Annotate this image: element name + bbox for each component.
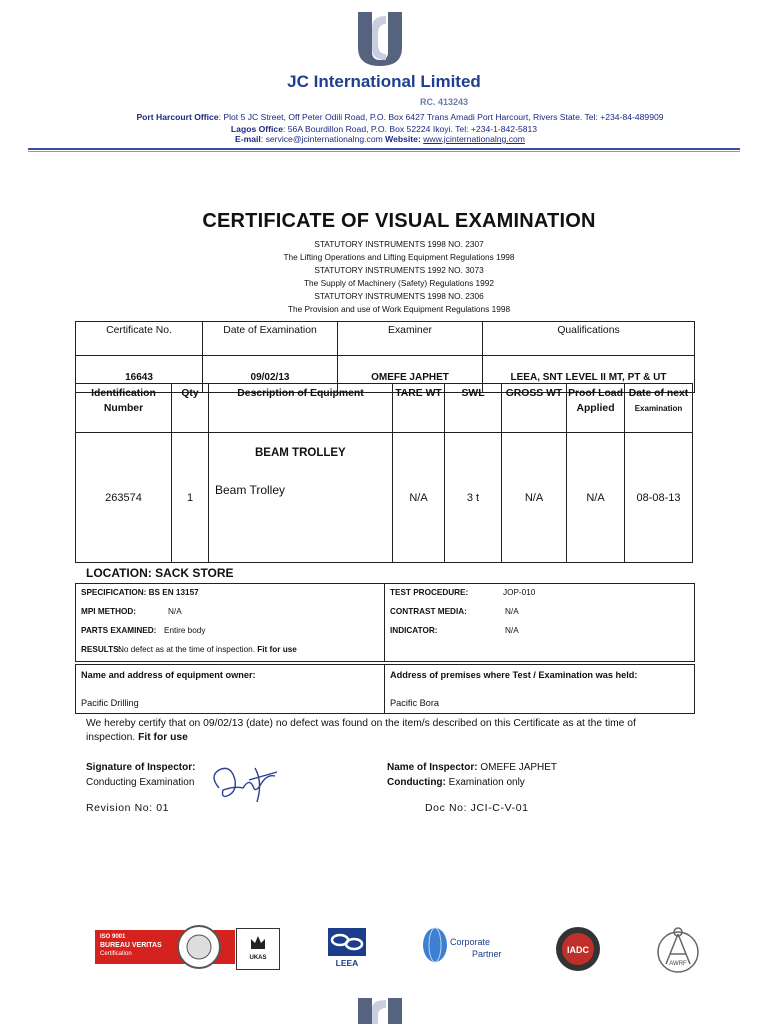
table-row [76,433,693,563]
document-number: Doc No: JCI-C-V-01 [425,802,529,814]
table-header-cell: Description of Equipment [209,384,393,433]
email-label: E-mail [235,134,261,144]
certify-statement-line1: We hereby certify that on 09/02/13 (date) no defect was found on the item/s described on this Certificate as at the time of [86,718,636,729]
awrf-logo [656,920,700,981]
parts-examined-value: Entire body [164,626,206,635]
parts-examined-label: PARTS EXAMINED: [81,626,157,635]
next-exam-header: Date of next [628,388,689,399]
bv-seal-icon [175,924,223,970]
mpi-method-value: N/A [168,607,182,616]
owner-table [75,664,695,714]
test-details-table [75,583,695,662]
signature-sublabel: Conducting Examination [86,777,195,788]
website-label: Website [385,134,418,144]
premises-value: Pacific Bora [390,698,440,708]
lagos-label: Lagos Office [230,124,283,134]
document-title: CERTIFICATE OF VISUAL EXAMINATION [202,210,596,232]
subtitle-line: STATUTORY INSTRUMENTS 1998 NO. 2306 [314,291,484,301]
certify-fit: Fit for use [138,732,188,743]
subtitle-line: The Provision and use of Work Equipment Regulations 1998 [287,304,511,314]
next-exam-date: 08-08-13 [625,433,693,563]
equipment-title: BEAM TROLLEY [255,447,346,459]
mpi-method-label: MPI METHOD: [81,607,137,616]
conducting-line [387,777,525,788]
test-procedure-value: JOP-010 [503,588,536,597]
inspector-signature [205,758,285,806]
iadc-badge-icon [555,926,601,972]
table-header-cell: Date of Examination [203,322,338,356]
qualifications: LEEA, SNT LEVEL II MT, PT & UT [483,356,695,393]
owner-value: Pacific Drilling [81,698,139,708]
ukas-text: UKAS [249,955,267,961]
table-header-cell: Certificate No. [76,322,203,356]
globe-icon [420,925,450,965]
results-label: RESULTS: [81,645,122,654]
test-details-left [76,584,385,662]
ukas-logo [236,928,280,970]
indicator-value: N/A [505,626,519,635]
table-header-cell: Identification Number [76,384,172,433]
leea-logo [326,928,368,970]
subtitle-line: The Supply of Machinery (Safety) Regulations 1992 [303,278,494,288]
iadc-logo [555,926,601,977]
lagos-text: : 56A Bourdillon Road, P.O. Box 52224 Ikoyi. Tel: +234-1-842-5813 [282,124,538,134]
bv-name-text: BUREAU VERITAS [100,942,162,949]
location: LOCATION: SACK STORE [86,566,234,580]
results-text: No defect as at the time of inspection. [118,645,258,654]
crown-icon [249,933,267,953]
subtitle-line: STATUTORY INSTRUMENTS 1998 NO. 2307 [314,239,484,249]
owner-cell [76,665,385,714]
table-header-cell: Qualifications [483,322,695,356]
gross-weight: N/A [502,433,567,563]
bureau-veritas-logo [95,930,235,964]
table-header-row [76,322,695,356]
results-fit: Fit for use [257,645,297,654]
table-header-cell: TARE WT [393,384,445,433]
premises-cell [385,665,695,714]
identification-number: 263574 [76,433,172,563]
results-value [118,641,297,658]
certify-statement-line2 [86,732,188,743]
table-header-cell: SWL [445,384,502,433]
certificate-number: 16643 [76,356,203,393]
port-harcourt-address [0,112,768,122]
contrast-media-value: N/A [505,607,519,616]
awrf-text: AWRF [669,961,687,967]
conducting-label: Conducting: [387,777,446,788]
subtitle-line: The Lifting Operations and Lifting Equipment Regulations 1998 [283,252,515,262]
inspector-name-line [387,762,557,773]
table-header-cell: GROSS WT [502,384,567,433]
port-harcourt-text: : Plot 5 JC Street, Off Peter Odili Road, P.O. Box 6427 Trans Amadi Port Harcourt, Rivers State. Tel: +234-84-489909 [218,112,664,122]
certify-text: inspection. [86,732,139,743]
company-name: JC International Limited [287,72,481,91]
quantity: 1 [172,433,209,563]
conducting-value: Examination only [445,777,525,788]
specification: SPECIFICATION: BS EN 13157 [81,588,199,597]
chain-icon [328,928,366,956]
inspector-name-label: Name of Inspector: [387,762,478,773]
partner-text-line1: Corporate [450,937,491,947]
inspector-name-value: OMEFE JAPHET [477,762,558,773]
table-header-cell: Examiner [338,322,483,356]
registration-number: RC. 413243 [420,97,469,107]
awrf-seal-icon [656,920,700,976]
table-header-cell: Qty [172,384,209,433]
contrast-media-label: CONTRAST MEDIA: [390,607,467,616]
table-header-cell [625,384,693,433]
examiner-name: OMEFE JAPHET [338,356,483,393]
header-divider-thin [28,151,740,152]
bv-iso-text: ISO 9001 [100,934,126,940]
indicator-label: INDICATOR: [390,626,438,635]
equipment-name: Beam Trolley [215,483,286,497]
iadc-text: IADC [567,945,589,955]
website-link[interactable]: www.jcinternationalng.com [423,134,525,144]
header-divider [28,148,740,150]
partner-text-line2: Partner [472,949,502,959]
test-procedure-label: TEST PROCEDURE: [390,588,469,597]
company-logo-footer [350,998,410,1024]
examination-date: 09/02/13 [203,356,338,393]
equipment-table [75,383,693,563]
equipment-description [209,433,393,563]
subtitle-line: STATUTORY INSTRUMENTS 1992 NO. 3073 [314,265,484,275]
company-logo [350,8,410,68]
table-header-cell: Proof Load Applied [567,384,625,433]
lagos-address [0,124,768,134]
contact-line: E-mail: service@jcinternationalng.com Website: www.jcinternationalng.com [235,134,525,144]
proof-load: N/A [567,433,625,563]
owner-label: Name and address of equipment owner: [81,670,256,680]
port-harcourt-label: Port Harcourt Office [136,112,219,122]
revision-number: Revision No: 01 [86,802,170,814]
safe-working-load: 3 t [445,433,502,563]
tare-weight: N/A [393,433,445,563]
test-details-right [385,584,695,662]
table-header-row [76,384,693,433]
bv-cert-text: Certification [100,951,132,957]
email-text[interactable]: : service@jcinternationalng.com [260,134,386,144]
next-exam-subheader: Examination [634,404,683,413]
signature-label: Signature of Inspector: [86,762,196,773]
leea-text: LEEA [335,958,359,968]
premises-label: Address of premises where Test / Examination was held: [390,670,638,680]
